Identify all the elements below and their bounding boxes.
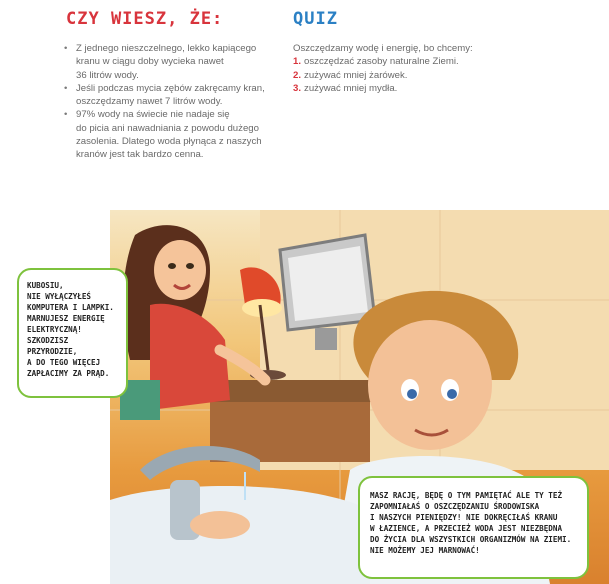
speech-line: PRZYRODZIE, <box>27 347 78 356</box>
fact-line: oszczędzamy nawet 7 litrów wody. <box>76 96 223 108</box>
quiz-option-number: 3. <box>293 82 302 94</box>
quiz-option[interactable] <box>293 55 543 68</box>
fact-item <box>62 82 277 109</box>
speech-line: NIE WYŁĄCZYŁEŚ <box>27 292 92 301</box>
quiz-option-number: 2. <box>293 69 302 81</box>
fact-item <box>62 108 277 161</box>
speech-line: MARNUJESZ ENERGIĘ <box>27 314 105 323</box>
speech-line: DO ŻYCIA DLA WSZYSTKICH ORGANIZMÓW NA ZIEMI. <box>370 535 572 544</box>
facts-title: CZY WIESZ, ŻE: <box>66 9 224 29</box>
speech-line: KUBOSIU, <box>27 281 64 290</box>
hand <box>190 511 250 539</box>
fact-line: • Z jednego nieszczelnego, lekko kapiącego <box>76 43 257 54</box>
quiz-option-text: zużywać mniej żarówek. <box>304 69 408 81</box>
facts-list <box>62 42 277 162</box>
fact-line: kranów jest tak bardzo cenna. <box>76 149 204 161</box>
speech-line: MASZ RACJĘ, BĘDĘ O TYM PAMIĘTAĆ ALE TY TEŻ <box>370 491 563 500</box>
speech-bubble-mom <box>17 268 128 398</box>
speech-line: NIE MOŻEMY JEJ MARNOWAĆ! <box>370 546 480 555</box>
speech-line: A DO TEGO WIĘCEJ <box>27 358 101 367</box>
speech-line: ZAPOMNIAŁAŚ O OSZCZĘDZANIU ŚRODOWISKA <box>370 502 540 511</box>
speech-line: KOMPUTERA I LAMPKI. <box>27 303 114 312</box>
quiz-question: Oszczędzamy wodę i energię, bo chcemy: <box>293 43 473 54</box>
fact-line: • 97% wody na świecie nie nadaje się <box>76 109 230 121</box>
quiz-title: QUIZ <box>293 9 338 29</box>
quiz-option[interactable] <box>293 82 543 95</box>
fact-line: zasolenia. Dlatego woda płynąca z naszych <box>76 136 262 148</box>
fact-line: kranu w ciągu doby wycieka nawet <box>76 56 224 68</box>
quiz-option-number: 1. <box>293 56 302 68</box>
speech-line: W ŁAZIENCE, A PRZECIEŻ WODA JEST NIEZBĘDNA <box>370 524 563 533</box>
speech-bubble-boy <box>358 476 589 579</box>
fact-line: • Jeśli podczas mycia zębów zakręcamy kran, <box>76 82 265 94</box>
fact-line: 36 litrów wody. <box>76 69 139 81</box>
quiz-option-text: oszczędzać zasoby naturalne Ziemi. <box>304 56 459 68</box>
fact-item <box>62 42 277 82</box>
speech-line: I NASZYCH PIENIĘDZY! NIE DOKRĘCIŁAŚ KRANU <box>370 513 558 522</box>
speech-line: SZKODZISZ <box>27 336 69 345</box>
speech-line: ELEKTRYCZNĄ! <box>27 325 82 334</box>
quiz-option-text: zużywać mniej mydła. <box>304 82 398 94</box>
quiz-option[interactable] <box>293 69 543 82</box>
speech-line: ZAPŁACIMY ZA PRĄD. <box>27 369 110 378</box>
quiz-block <box>293 42 543 95</box>
fact-line: do picia ani nawadniania z powodu dużego <box>76 122 259 134</box>
